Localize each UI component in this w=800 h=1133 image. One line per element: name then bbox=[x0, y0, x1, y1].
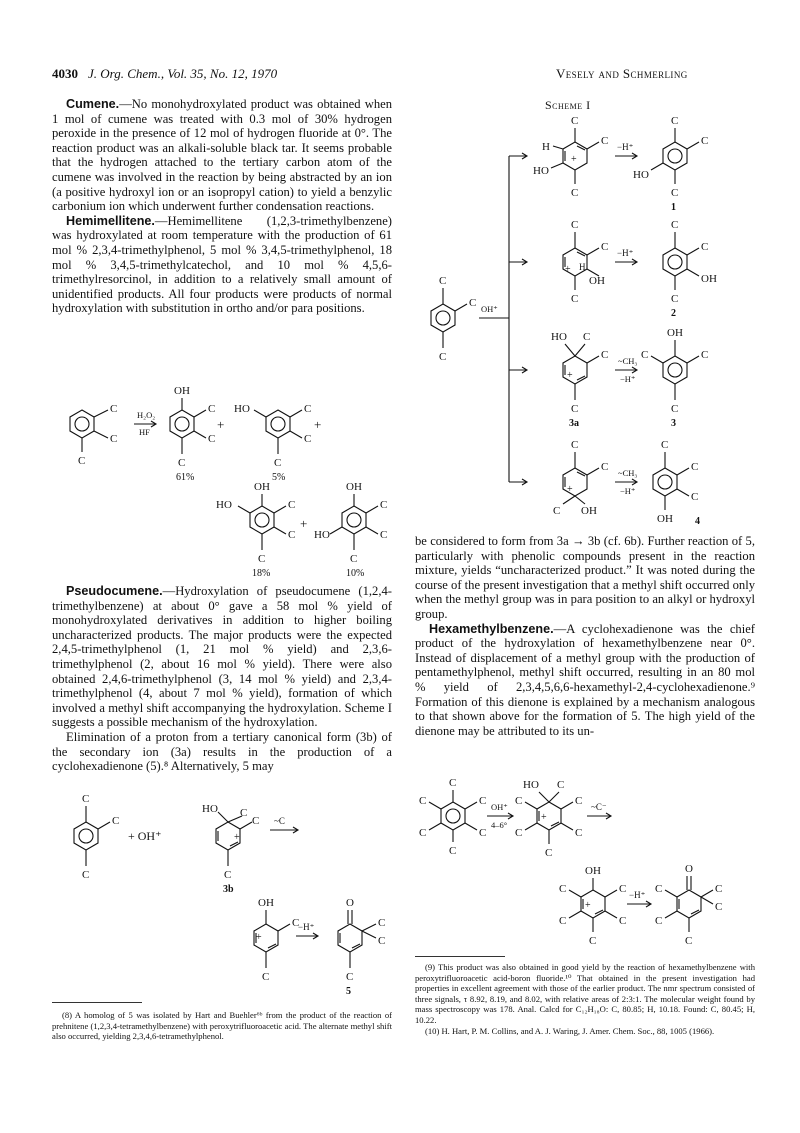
compound-3a-label: 3a bbox=[569, 418, 579, 429]
atom-label: C bbox=[78, 455, 86, 467]
atom-label: C bbox=[715, 883, 723, 895]
text-hexamethylbenzene: —A cyclohexadienone was the chief product of the hydroxylation of hexamethylbenzene near 0°. Instead of displacement of a methyl group with the production of pentamethylphenol, methyl shift occurred, resulting in an 80 mol % yield of 2,3,4,5,6,6-hexamethyl-2,4-cyclohexadienone.⁹ Formation of this dienone is explained by a mechanism analogous to that shown above for the formation of 5. The high yield of the dienone may be attributed to its un- bbox=[415, 621, 755, 738]
reagent-oh-plus: OH⁺ bbox=[481, 304, 498, 314]
atom-label: C bbox=[671, 115, 679, 127]
pseudocumene-shift-scheme bbox=[52, 782, 392, 996]
atom-label: C bbox=[292, 917, 300, 929]
footnote-rule bbox=[415, 956, 505, 957]
arrow-proton-loss: −H⁺ bbox=[629, 890, 646, 900]
reagent-h2o2: H₂O₂ bbox=[137, 410, 156, 420]
footnote-8-text: (8) A homolog of 5 was isolated by Hart and Buehler⁶ᵇ from the product of the reaction of prehnitene (1,2,3,4-tetramethylbenzene) with peroxytrifluoroacetic acid. The alternate methyl shift also occurred, yielding 2,3,4,6-tetramethylphenol. bbox=[52, 1010, 392, 1042]
atom-label: C bbox=[479, 827, 487, 839]
atom-label: C bbox=[515, 827, 523, 839]
atom-label: OH bbox=[258, 897, 274, 909]
atom-label: O bbox=[346, 897, 354, 909]
atom-label: C bbox=[583, 331, 591, 343]
atom-label: C bbox=[571, 439, 579, 451]
atom-label: C bbox=[671, 403, 679, 415]
atom-label: C bbox=[715, 901, 723, 913]
atom-label: C bbox=[449, 777, 457, 789]
atom-label: C bbox=[112, 815, 120, 827]
yield-61: 61% bbox=[176, 472, 195, 483]
atom-label: HO bbox=[551, 331, 567, 343]
atom-label: C bbox=[553, 505, 561, 517]
atom-label: C bbox=[110, 433, 118, 445]
atom-label: C bbox=[469, 297, 477, 309]
atom-label: HO bbox=[523, 779, 539, 791]
atom-label: C bbox=[479, 795, 487, 807]
footnote-10-text: (10) H. Hart, P. M. Collins, and A. J. Waring, J. Amer. Chem. Soc., 88, 1005 (1966). bbox=[425, 1025, 715, 1036]
paragraph-hexamethylbenzene bbox=[415, 622, 755, 739]
atom-label: C bbox=[262, 971, 270, 983]
atom-label: C bbox=[701, 241, 709, 253]
atom-label: HO bbox=[234, 403, 250, 415]
atom-label: C bbox=[346, 971, 354, 983]
plus-sign: + bbox=[217, 417, 225, 432]
atom-label: C bbox=[571, 293, 579, 305]
atom-label: C bbox=[439, 351, 447, 363]
atom-label: C bbox=[661, 439, 669, 451]
heading-hexamethylbenzene: Hexamethylbenzene. bbox=[429, 621, 554, 636]
atom-label: C bbox=[619, 915, 627, 927]
heading-pseudocumene: Pseudocumene. bbox=[66, 584, 163, 598]
yield-10: 10% bbox=[346, 568, 365, 579]
atom-label: C bbox=[224, 869, 232, 881]
reagent-hf: HF bbox=[139, 427, 150, 437]
atom-label: C bbox=[378, 917, 386, 929]
cation-charge: + bbox=[256, 932, 262, 943]
atom-label: C bbox=[601, 349, 609, 361]
arrow-methyl-shift: ~C⁻ bbox=[591, 802, 607, 812]
atom-label: C bbox=[571, 115, 579, 127]
atom-label: C bbox=[619, 883, 627, 895]
atom-label: C bbox=[178, 457, 186, 469]
scheme-1 bbox=[415, 112, 755, 530]
atom-label: C bbox=[655, 883, 663, 895]
atom-label: C bbox=[691, 461, 699, 473]
atom-label: C bbox=[601, 241, 609, 253]
atom-label: C bbox=[601, 135, 609, 147]
arrow-proton-loss: −H⁺ bbox=[617, 248, 634, 258]
arrow-methyl-shift: ~C bbox=[274, 816, 285, 826]
atom-label: C bbox=[559, 883, 567, 895]
text-hemimellitene: —Hemimellitene (1,2,3-trimethylbenzene) was hydroxylated at room temperature with the production of 61 mol % 2,3,4-trimethylphenol, 5 mol % 3,4,5-trimethylphenol, 18 mol % 3,4,5-trimethylcatechol, and 10 mol % 4,5,6-trimethylresorcinol, in addition to a relatively small amount of unidentified products. All four products were products of normal hydroxylation with substitution in ortho and/or para positions. bbox=[52, 213, 392, 316]
plus-sign: + bbox=[314, 417, 322, 432]
footnotes-right bbox=[415, 962, 755, 1036]
atom-label: C bbox=[571, 219, 579, 231]
atom-label: OH bbox=[254, 481, 270, 493]
atom-label: O bbox=[685, 863, 693, 875]
atom-label: C bbox=[601, 461, 609, 473]
plus-hydroxyl: + OH⁺ bbox=[128, 829, 162, 843]
left-column-top bbox=[52, 97, 392, 316]
atom-label: C bbox=[252, 815, 260, 827]
paragraph-hemimellitene bbox=[52, 214, 392, 316]
plus-sign: + bbox=[300, 516, 308, 531]
atom-label: C bbox=[380, 499, 388, 511]
atom-label: C bbox=[82, 793, 90, 805]
compound-5-label: 5 bbox=[346, 986, 351, 996]
atom-label: C bbox=[571, 187, 579, 199]
right-column-text bbox=[415, 534, 755, 738]
atom-label: C bbox=[641, 349, 649, 361]
atom-label: C bbox=[557, 779, 565, 791]
atom-label: C bbox=[82, 869, 90, 881]
atom-label: C bbox=[110, 403, 118, 415]
atom-label: C bbox=[419, 795, 427, 807]
atom-label: C bbox=[304, 433, 312, 445]
cation-charge: + bbox=[567, 370, 573, 381]
atom-label: HO bbox=[202, 803, 218, 815]
atom-label: OH bbox=[174, 385, 190, 397]
cation-charge: + bbox=[234, 832, 240, 843]
compound-2-label: 2 bbox=[671, 308, 676, 319]
atom-label: C bbox=[288, 499, 296, 511]
arrow-proton-loss: −H⁺ bbox=[620, 374, 636, 384]
scheme-title: Scheme I bbox=[545, 98, 591, 112]
atom-label: C bbox=[589, 935, 597, 947]
yield-18: 18% bbox=[252, 568, 271, 579]
reagent-temperature: 4–6° bbox=[491, 820, 508, 830]
atom-label: C bbox=[671, 293, 679, 305]
atom-label: H bbox=[542, 141, 550, 153]
left-column-bottom bbox=[52, 584, 392, 774]
atom-label: C bbox=[449, 845, 457, 857]
cation-charge: + bbox=[585, 900, 591, 911]
atom-label: C bbox=[655, 915, 663, 927]
atom-label: C bbox=[350, 553, 358, 565]
atom-label: C bbox=[575, 795, 583, 807]
paragraph-elimination: Elimination of a proton from a tertiary canonical form (3b) of the secondary ion (3a) results in the production of a cyclohexadienone (5).⁸ Alternatively, 5 may bbox=[52, 729, 392, 774]
atom-label: C bbox=[685, 935, 693, 947]
atom-label: C bbox=[575, 827, 583, 839]
reagent-oh-plus: OH⁺ bbox=[491, 802, 508, 812]
cation-charge: + bbox=[565, 264, 571, 275]
atom-label: OH bbox=[589, 275, 605, 287]
arrow-proton-loss: −H⁺ bbox=[620, 486, 636, 496]
atom-label: C bbox=[378, 935, 386, 947]
atom-label: C bbox=[671, 187, 679, 199]
paragraph-cumene bbox=[52, 97, 392, 214]
arrow-methyl-shift: ~CH₃ bbox=[618, 468, 638, 478]
text-pseudocumene: —Hydroxylation of pseudocumene (1,2,4-trimethylbenzene) at about 0° gave a 58 mol % yield of monohydroxylated derivatives in addition to higher boiling uncharacterized products. The major products were the expected 2,4,5-trimethylphenol (1, 21 mol % yield) and 2,3,6-trimethylphenol (2, about 16 mol % yield). There were also obtained 2,4,6-trimethylphenol (3, 14 mol % yield) and 2,3,4-trimethylphenol (4, about 7 mol % yield), formation of which involved a methyl shift accompanying the hydroxylation. Scheme I suggests a possible mechanism of the hydroxylation. bbox=[52, 584, 392, 730]
atom-label: C bbox=[545, 847, 553, 859]
atom-label: H bbox=[579, 262, 586, 272]
atom-label: HO bbox=[633, 169, 649, 181]
compound-1-label: 1 bbox=[671, 202, 676, 213]
paragraph-pseudocumene bbox=[52, 584, 392, 730]
atom-label: C bbox=[701, 135, 709, 147]
atom-label: OH bbox=[701, 273, 717, 285]
arrow-proton-loss: −H⁺ bbox=[298, 922, 315, 932]
atom-label: C bbox=[671, 219, 679, 231]
atom-label: C bbox=[274, 457, 282, 469]
atom-label: C bbox=[258, 553, 266, 565]
compound-3b-label: 3b bbox=[223, 884, 234, 895]
footnote-8 bbox=[52, 1010, 392, 1042]
paragraph-continuation: be considered to form from 3a → 3b (cf. 6b). Further reaction of 5, particularly with phenolic compounds present in the reaction mixture, yields “uncharacterized product.” It was noted during the course of the present investigation that a methyl shift occurred only when the methyl group was in para position to an alkyl or hydroxyl group. bbox=[415, 534, 755, 621]
arrow-methyl-shift: ~CH₃ bbox=[618, 356, 638, 366]
atom-label: OH bbox=[657, 513, 673, 525]
footnote-9-text: (9) This product was also obtained in good yield by the reaction of hexamethylbenzene with peroxytrifluoroacetic acid-boron fluoride.¹⁰ That obtained in the present investigation had properties in excellent agreement with those of the earlier product. The nmr spectrum consisted of three signals, τ 8.92, 8.19, and 8.02, with relative areas of 2:3:1. The molecular weight found by mass spectroscopy was 178. Anal. Calcd for C₁₂H₁₈O: C, 80.85; H, 10.18. Found: C, 80.45; H, 10.22. bbox=[415, 962, 755, 1025]
atom-label: C bbox=[304, 403, 312, 415]
hexamethylbenzene-scheme bbox=[415, 776, 755, 964]
footnote-rule bbox=[52, 1002, 142, 1003]
compound-4-label: 4 bbox=[695, 516, 700, 527]
atom-label: C bbox=[559, 915, 567, 927]
compound-3-label: 3 bbox=[671, 418, 676, 429]
atom-label: C bbox=[571, 403, 579, 415]
atom-label: OH bbox=[346, 481, 362, 493]
heading-cumene: Cumene. bbox=[66, 97, 120, 111]
atom-label: C bbox=[419, 827, 427, 839]
cation-charge: + bbox=[571, 154, 577, 165]
cation-charge: + bbox=[541, 812, 547, 823]
atom-label: C bbox=[380, 529, 388, 541]
atom-label: HO bbox=[216, 499, 232, 511]
arrow-proton-loss: −H⁺ bbox=[617, 142, 634, 152]
running-authors: Vesely and Schmerling bbox=[556, 66, 688, 81]
heading-hemimellitene: Hemimellitene. bbox=[66, 213, 155, 228]
atom-label: C bbox=[208, 433, 216, 445]
atom-label: C bbox=[240, 807, 248, 819]
atom-label: HO bbox=[314, 529, 330, 541]
page-number: 4030 bbox=[52, 66, 78, 81]
atom-label: C bbox=[288, 529, 296, 541]
text-cumene: —No monohydroxylated product was obtained when 1 mol of cumene was treated with 0.3 mol of 30% hydrogen peroxide in the presence of 12 mol of hydrogen fluoride at 0°. The reaction product was an alkali-soluble black tar. It seems probable that the hydrogen attached to the tertiary carbon atom of the cumene was involved in the reaction by being abstracted by an ion (a positive hydroxyl ion or an isopropyl cation) to yield a benzylic carbonium ion which underwent further condensation reactions. bbox=[52, 97, 392, 214]
cation-charge: + bbox=[567, 484, 573, 495]
atom-label: C bbox=[515, 795, 523, 807]
journal-citation: J. Org. Chem., Vol. 35, No. 12, 1970 bbox=[88, 66, 278, 81]
atom-label: C bbox=[208, 403, 216, 415]
atom-label: OH bbox=[585, 865, 601, 877]
atom-label: C bbox=[691, 491, 699, 503]
yield-5: 5% bbox=[272, 472, 286, 483]
hemimellitene-scheme bbox=[52, 382, 392, 582]
atom-label: C bbox=[439, 275, 447, 287]
atom-label: HO bbox=[533, 165, 549, 177]
atom-label: OH bbox=[581, 505, 597, 517]
atom-label: OH bbox=[667, 327, 683, 339]
atom-label: C bbox=[701, 349, 709, 361]
